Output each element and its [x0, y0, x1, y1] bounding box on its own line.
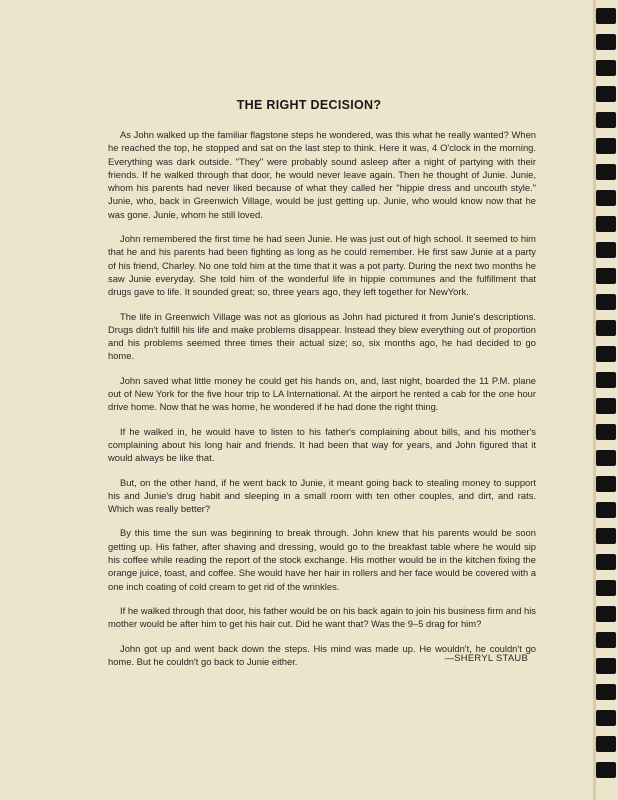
binding-hole	[596, 112, 616, 128]
binding-hole	[596, 450, 616, 466]
binding-hole	[596, 528, 616, 544]
paragraph-8: If he walked through that door, his father would be on his back again to join his business firm and his mother would be after him to get his hair cut. Did he want that? Was the 9–5 drag for him?	[108, 604, 536, 630]
binding-hole	[596, 554, 616, 570]
paragraph-4: John saved what little money he could get his hands on, and, last night, boarded the 11 P.M. plane out of New York for the five hour trip to LA International. At the airport he rented a cab for the one hour drive home. Now that he was home, he wondered if he had done the right thing.	[108, 374, 536, 413]
binding-hole	[596, 34, 616, 50]
paragraph-2: John remembered the first time he had seen Junie. He was just out of high school. It seemed to him that he and his parents had been fighting as long as he could remember. He first saw Junie at a party of his friend, Charley. No one told him at the time that it was a pot party. During the next two months he saw Junie everyday. She told him of the wonderful life in hippie communes and the fulfillment that drugs gave to life. It sounded great; so, three years ago, they left together for NewYork.	[108, 233, 536, 298]
paragraph-1: As John walked up the familiar flagstone steps he wondered, was this what he really wanted? When he reached the top, he stopped and sat on the last step to think. Here it was, 4 O'clock in the morning. Everything was dark outside. "They" were probably sound asleep after a night of partying with their friends. If he walked through that door, he would never leave again. Then he thought of Junie. Junie, whom his parents had never liked because of what they called her "hippie dress and uncouth style." Junie, who, back in Greenwich Village, would be just getting up. Junie, who would know now that he was gone. Junie, whom he still loved.	[108, 129, 536, 220]
binding-hole	[596, 138, 616, 154]
document-body	[108, 128, 536, 679]
binding-hole	[596, 424, 616, 440]
paragraph-3: The life in Greenwich Village was not as glorious as John had pictured it from Junie's descriptions. Drugs didn't fulfill his life and make problems disappear. Instead they blew everything out of proportion and his problems seemed three times their actual size; so, six months ago, he had decided to go home.	[108, 310, 536, 362]
binding-hole	[596, 502, 616, 518]
binding-hole	[596, 762, 616, 778]
author-signature: —SHERYL STAUB	[444, 652, 528, 663]
spiral-binding	[590, 0, 618, 800]
binding-hole	[596, 8, 616, 24]
binding-hole	[596, 216, 616, 232]
binding-hole	[596, 476, 616, 492]
binding-hole	[596, 398, 616, 414]
binding-hole	[596, 242, 616, 258]
binding-hole	[596, 736, 616, 752]
paragraph-7: By this time the sun was beginning to break through. John knew that his parents would be soon getting up. His father, after shaving and dressing, would go to the breakfast table where he would sip his coffee while reading the report of the stock exchange. His mother would be in the kitchen fixing the orange juice, toast, and coffee. She would have her hair in rollers and her face would be covered with a one inch coating of cold cream to get rid of the wrinkles.	[108, 527, 536, 592]
binding-hole	[596, 372, 616, 388]
binding-hole	[596, 632, 616, 648]
binding-hole	[596, 580, 616, 596]
binding-hole	[596, 606, 616, 622]
paragraph-6: But, on the other hand, if he went back to Junie, it meant going back to stealing money to support his and Junie's drug habit and sleeping in a small room with ten other couples, and dirt, and rats. Which was really better?	[108, 476, 536, 515]
paragraph-9: John got up and went back down the steps. His mind was made up. He wouldn't, he couldn't go home. But he couldn't go back to Junie either.	[108, 642, 536, 667]
binding-hole	[596, 684, 616, 700]
document-title: THE RIGHT DECISION?	[236, 98, 382, 112]
binding-hole	[596, 346, 616, 362]
binding-hole	[596, 164, 616, 180]
binding-hole	[596, 710, 616, 726]
binding-hole	[596, 658, 616, 674]
binding-hole	[596, 268, 616, 284]
binding-hole	[596, 294, 616, 310]
binding-hole	[596, 60, 616, 76]
binding-hole	[596, 320, 616, 336]
binding-hole	[596, 190, 616, 206]
paragraph-5: If he walked in, he would have to listen to his father's complaining about bills, and his mother's complaining about his long hair and friends. It had been that way for years, and John figured that it would always be like that.	[108, 425, 536, 464]
